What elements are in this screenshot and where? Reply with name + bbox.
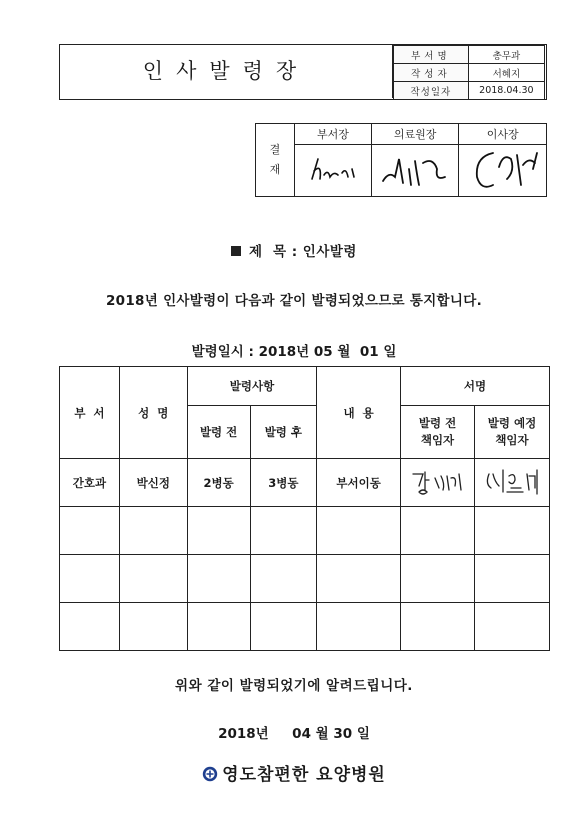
meta-label-author: 작성자 bbox=[394, 64, 469, 82]
header-sign-after-line1: 발령 예정 bbox=[487, 416, 537, 430]
handwritten-signature-icon bbox=[298, 149, 368, 189]
handwritten-signature-icon bbox=[463, 145, 543, 193]
header-dept: 부 서 bbox=[60, 367, 120, 459]
signature-director bbox=[371, 145, 459, 197]
header-content: 내 용 bbox=[317, 367, 401, 459]
header-sign-before-line2: 책임자 bbox=[420, 433, 455, 447]
signature-chairman bbox=[459, 145, 547, 197]
header-sign: 서명 bbox=[401, 367, 550, 406]
hospital-name-line bbox=[0, 760, 588, 785]
handwritten-signature-icon bbox=[375, 147, 455, 191]
cell-after: 3병동 bbox=[250, 459, 317, 507]
approval-role-chairman: 이사장 bbox=[459, 124, 547, 145]
signature-dept-head bbox=[295, 145, 372, 197]
subject-line bbox=[0, 240, 588, 260]
header-name: 성 명 bbox=[119, 367, 187, 459]
header-order-after: 발령 후 bbox=[250, 406, 317, 459]
approval-label bbox=[256, 124, 295, 197]
cell-sign-after bbox=[475, 459, 550, 507]
table-row bbox=[60, 459, 550, 507]
cell-sign-before bbox=[401, 459, 475, 507]
intro-text: 2018년 인사발령이 다음과 같이 발령되었으므로 통지합니다. bbox=[105, 293, 483, 309]
document-header bbox=[59, 44, 547, 100]
approval-role-director: 의료원장 bbox=[371, 124, 459, 145]
handwritten-signature-icon bbox=[479, 464, 545, 498]
subject-text: 제 목 : 인사발령 bbox=[249, 244, 357, 260]
final-date: 2018년 04 월 30 일 bbox=[218, 726, 370, 742]
meta-row bbox=[394, 64, 545, 82]
table-row bbox=[60, 603, 550, 651]
document-title: 인사발령장 bbox=[60, 45, 393, 98]
meta-value-department: 총무과 bbox=[468, 46, 544, 64]
table-row bbox=[60, 555, 550, 603]
approval-box bbox=[255, 123, 547, 197]
meta-value-date: 2018.04.30 bbox=[468, 82, 544, 100]
document-meta-table bbox=[393, 45, 545, 100]
header-sign-before-line1: 발령 전 bbox=[418, 416, 457, 430]
meta-row bbox=[394, 46, 545, 64]
header-sign-after-line2: 책임자 bbox=[495, 433, 529, 447]
meta-value-author: 서혜지 bbox=[468, 64, 544, 82]
header-sign-before bbox=[401, 406, 475, 459]
table-row bbox=[60, 507, 550, 555]
cell-before: 2병동 bbox=[187, 459, 250, 507]
header-order-before: 발령 전 bbox=[187, 406, 250, 459]
cell-content: 부서이동 bbox=[317, 459, 401, 507]
closing-text: 위와 같이 발령되었기에 알려드립니다. bbox=[175, 678, 413, 694]
hospital-name: 영도참편한 요양병원 bbox=[222, 765, 386, 785]
handwritten-signature-icon bbox=[405, 464, 471, 498]
meta-label-department: 부서명 bbox=[394, 46, 469, 64]
effective-date: 발령일시 : 2018년 05 월 01 일 bbox=[191, 344, 397, 360]
personnel-order-table bbox=[59, 366, 550, 651]
approval-role-dept-head: 부서장 bbox=[295, 124, 372, 145]
cell-dept: 간호과 bbox=[60, 459, 120, 507]
hospital-logo-icon bbox=[202, 766, 218, 782]
meta-label-date: 작성일자 bbox=[394, 82, 469, 100]
cell-name: 박신정 bbox=[119, 459, 187, 507]
header-order: 발령사항 bbox=[187, 367, 317, 406]
header-sign-after bbox=[475, 406, 550, 459]
approval-label-text: 결재 bbox=[269, 143, 281, 176]
square-bullet-icon bbox=[231, 246, 241, 256]
meta-row bbox=[394, 82, 545, 100]
